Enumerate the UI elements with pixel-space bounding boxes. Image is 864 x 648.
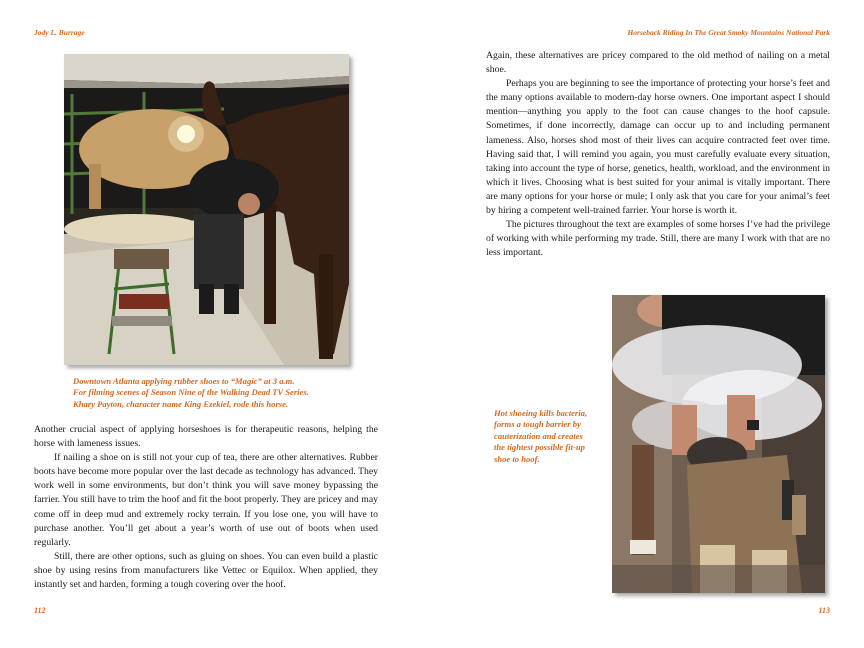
right-photo-caption [494, 408, 614, 465]
caption-line: the tightest possible fit-up [494, 442, 585, 453]
paragraph: The pictures throughout the text are examples of some horses I’ve had the privilege of working with while performing my trade. Still, there are many I work with that are no less important. [486, 219, 830, 259]
caption-line: forms a tough barrier by [494, 419, 581, 430]
hot-shoeing-photo [612, 295, 825, 593]
left-photo-caption [73, 376, 373, 410]
right-body-text [486, 49, 830, 260]
running-head-author: Jody L. Burrage [34, 28, 85, 37]
caption-line: shoe to hoof. [494, 453, 540, 464]
running-head-title: Horseback Riding In The Great Smoky Mountains National Park [627, 28, 830, 37]
left-body-text [34, 423, 378, 592]
page-number-right: 113 [818, 606, 830, 615]
paragraph: Perhaps you are beginning to see the importance of protecting your horse’s feet and the many options available to modern-day horse owners. One important aspect I should mention—anything you apply to the foot can cause changes to the hoof capsule. Sometimes, if done incorrectly, damage can occur up to and including permanent lameness. Also, horses shod most of their lives can acquire contracted feet over time. Having said that, I will remind you again, you must carefully evaluate every situation, taking into account the type of horse, genetics, health, workload, and the environment in which it lives. Choosing what is best suited for your animal is vitally important. There are many options for your horse or mule; I only ask that you care for your animal’s feet by hiring a competent well-trained farrier. Your horse is worth it. [486, 78, 830, 217]
caption-line: Downtown Atlanta applying rubber shoes to “Magic” at 3 a.m. [73, 376, 295, 386]
paragraph: If nailing a shoe on is still not your cup of tea, there are other alternatives. Rubber boots have become more popular over the last decade as technology has advanced. They work well in some environments, but don’t think you will save money bypassing the farrier. You still have to trim the hoof and fit the boot properly. They are pricey and may come off in deep mud and extremely rocky terrain. If you lose one, you will have to purchase another. You’ll get about a year’s worth of use out of boots when used regularly. [34, 452, 378, 548]
caption-line: For filming scenes of Season Nine of the Walking Dead TV Series. [73, 387, 309, 398]
caption-line: cauterization and creates [494, 430, 583, 441]
paragraph: Still, there are other options, such as gluing on shoes. You can even build a plastic shoe by using resins from manufacturers like Vettec or Equilox. When applied, they instantly set and harden, forming a tough covering over the hoof. [34, 550, 378, 591]
paragraph: Another crucial aspect of applying horseshoes is for therapeutic reasons, helping the horse with lameness issues. [34, 424, 378, 450]
paragraph: Again, these alternatives are pricey compared to the old method of nailing on a metal shoe. [486, 50, 830, 76]
caption-line: Hot shoeing kills bacteria, [494, 408, 588, 418]
right-page [432, 0, 864, 648]
page-number-left: 112 [34, 606, 46, 615]
caption-line: Khary Payton, character name King Ezekiel, rode this horse. [73, 398, 289, 409]
farrier-rubber-shoe-photo [64, 54, 349, 365]
